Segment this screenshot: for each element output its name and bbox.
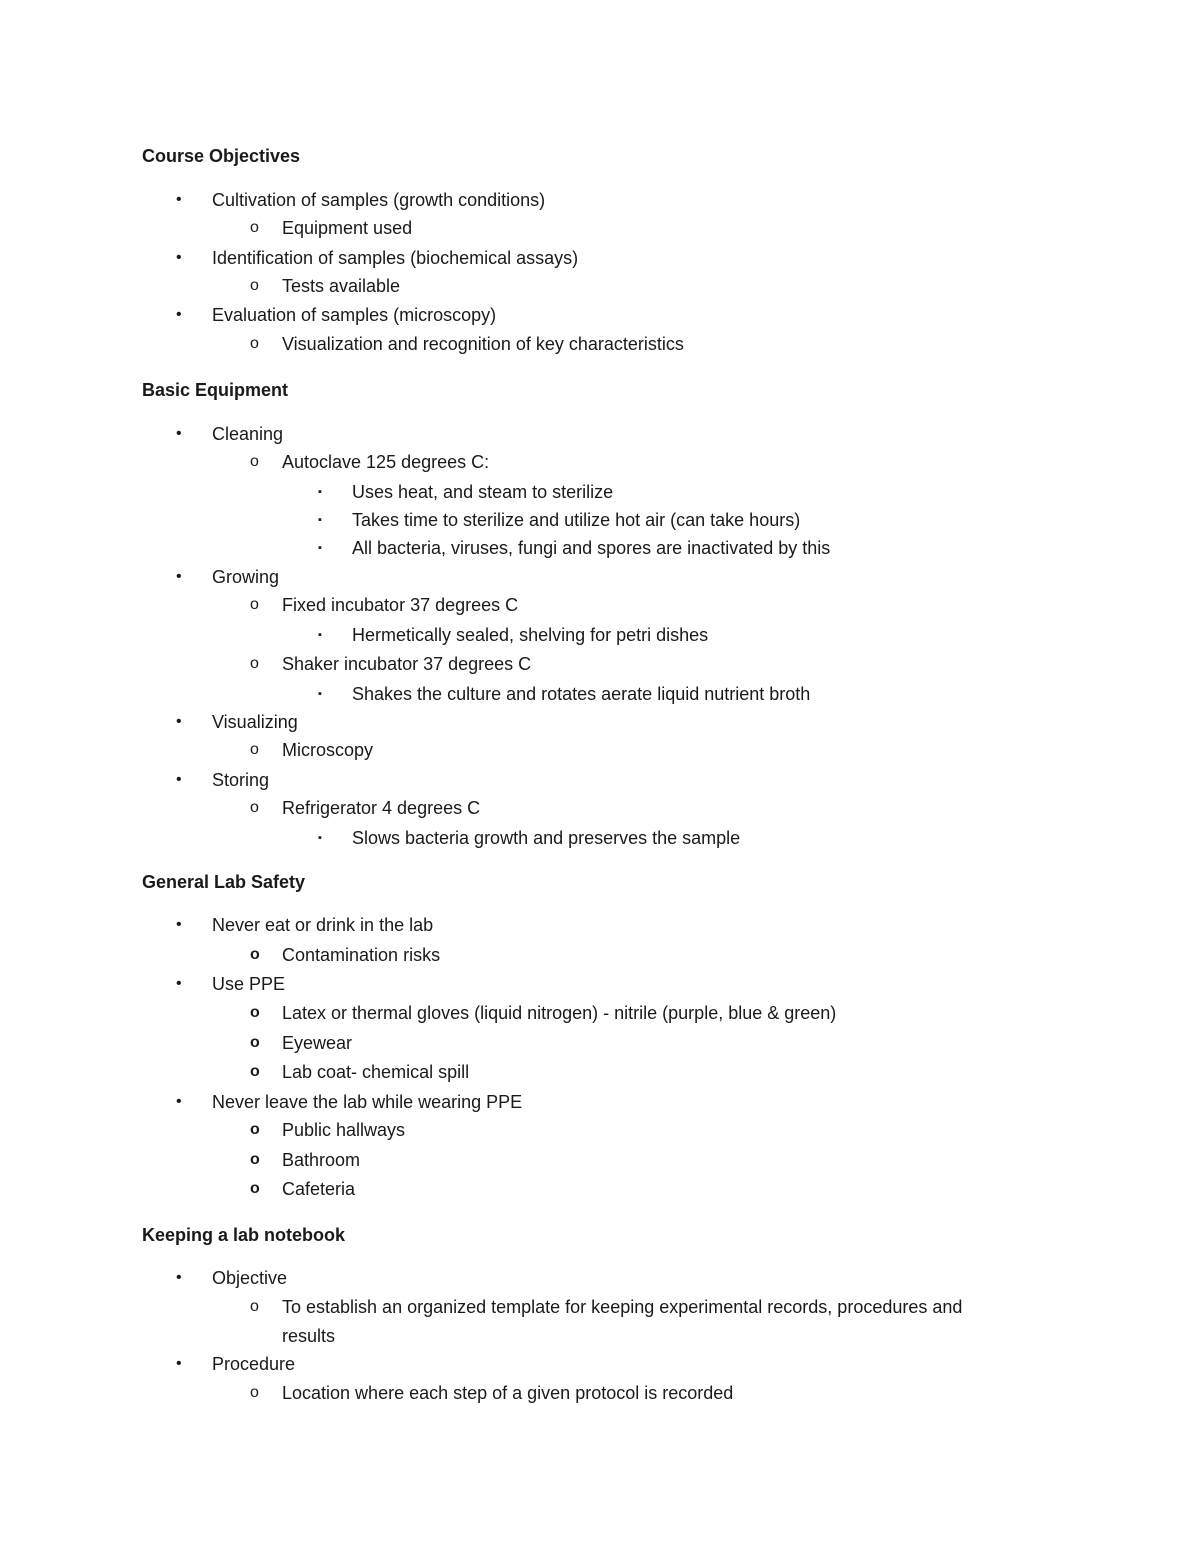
list-item-text: Public hallways xyxy=(282,1120,406,1140)
list-item xyxy=(176,566,280,588)
list-item xyxy=(250,1119,406,1141)
list-item-text: Bathroom xyxy=(282,1150,361,1170)
list-item-text: Fixed incubator 37 degrees C xyxy=(282,595,519,615)
square-bullet-icon: ▪ xyxy=(318,514,322,526)
list-item xyxy=(318,537,831,559)
list-item xyxy=(176,973,286,995)
list-item xyxy=(250,333,684,355)
list-item xyxy=(250,217,413,239)
list-item-text: Evaluation of samples (microscopy) xyxy=(212,305,497,325)
hollow-bullet-icon: o xyxy=(250,219,259,236)
list-item xyxy=(250,1032,353,1054)
list-item-text: Growing xyxy=(212,567,280,587)
heading-course-objectives: Course Objectives xyxy=(142,146,301,166)
list-item-text: To establish an organized template for keeping experimental records, procedures and xyxy=(282,1297,963,1317)
list-item-text: Takes time to sterilize and utilize hot air (can take hours) xyxy=(352,510,801,530)
list-item xyxy=(176,304,497,326)
list-item-text: Hermetically sealed, shelving for petri dishes xyxy=(352,625,709,645)
list-item xyxy=(176,914,434,936)
list-item xyxy=(250,1002,837,1024)
hollow-bullet-icon: o xyxy=(250,1063,260,1080)
list-item xyxy=(318,683,811,705)
list-item-text: Microscopy xyxy=(282,740,374,760)
hollow-bullet-icon: o xyxy=(250,946,260,963)
list-item xyxy=(250,1061,470,1083)
hollow-bullet-icon: o xyxy=(250,1121,260,1138)
list-item xyxy=(250,594,519,616)
list-item xyxy=(176,769,270,791)
list-item-text: Procedure xyxy=(212,1354,296,1374)
bullet-icon: • xyxy=(176,1355,182,1372)
list-item-text: Never eat or drink in the lab xyxy=(212,915,434,935)
list-item-text: Eyewear xyxy=(282,1033,353,1053)
bullet-icon: • xyxy=(176,191,182,208)
list-item xyxy=(250,739,374,761)
list-item xyxy=(176,1091,523,1113)
bullet-icon: • xyxy=(176,771,182,788)
hollow-bullet-icon: o xyxy=(250,335,259,352)
heading-general-lab-safety: General Lab Safety xyxy=(142,872,306,892)
list-item xyxy=(250,944,441,966)
list-item-text: Uses heat, and steam to sterilize xyxy=(352,482,614,502)
hollow-bullet-icon: o xyxy=(250,1151,260,1168)
list-item xyxy=(250,275,401,297)
list-item-text: Shakes the culture and rotates aerate liquid nutrient broth xyxy=(352,684,811,704)
bullet-icon: • xyxy=(176,306,182,323)
hollow-bullet-icon: o xyxy=(250,1180,260,1197)
list-item-text: Objective xyxy=(212,1268,288,1288)
list-item xyxy=(318,509,801,531)
list-item xyxy=(176,423,284,445)
hollow-bullet-icon: o xyxy=(250,1004,260,1021)
list-item-continuation xyxy=(282,1325,335,1347)
bullet-icon: • xyxy=(176,975,182,992)
list-item-text: Contamination risks xyxy=(282,945,441,965)
list-item xyxy=(250,1149,361,1171)
hollow-bullet-icon: o xyxy=(250,655,259,672)
heading-basic-equipment: Basic Equipment xyxy=(142,380,289,400)
bullet-icon: • xyxy=(176,916,182,933)
list-item-text: Location where each step of a given protocol is recorded xyxy=(282,1383,734,1403)
hollow-bullet-icon: o xyxy=(250,596,259,613)
list-item-text: All bacteria, viruses, fungi and spores are inactivated by this xyxy=(352,538,831,558)
hollow-bullet-icon: o xyxy=(250,1298,259,1315)
list-item xyxy=(176,189,546,211)
list-item xyxy=(176,247,579,269)
list-item xyxy=(176,1353,296,1375)
hollow-bullet-icon: o xyxy=(250,277,259,294)
list-item xyxy=(250,1178,356,1200)
hollow-bullet-icon: o xyxy=(250,741,259,758)
list-item xyxy=(318,481,614,503)
hollow-bullet-icon: o xyxy=(250,799,259,816)
list-item xyxy=(318,624,709,646)
square-bullet-icon: ▪ xyxy=(318,832,322,844)
list-item xyxy=(250,653,532,675)
list-item-text: Shaker incubator 37 degrees C xyxy=(282,654,532,674)
list-item-text: Visualizing xyxy=(212,712,298,732)
list-item-text: Tests available xyxy=(282,276,401,296)
list-item-text: Cafeteria xyxy=(282,1179,356,1199)
list-item-text: Never leave the lab while wearing PPE xyxy=(212,1092,523,1112)
bullet-icon: • xyxy=(176,713,182,730)
square-bullet-icon: ▪ xyxy=(318,629,322,641)
list-item-text: Cultivation of samples (growth conditions) xyxy=(212,190,546,210)
list-item-text: Storing xyxy=(212,770,270,790)
list-item xyxy=(318,827,741,849)
list-item-text: Lab coat- chemical spill xyxy=(282,1062,470,1082)
list-item xyxy=(250,1382,734,1404)
list-item-text: Latex or thermal gloves (liquid nitrogen) - nitrile (purple, blue & green) xyxy=(282,1003,837,1023)
list-item xyxy=(250,451,490,473)
list-item xyxy=(250,1296,963,1318)
square-bullet-icon: ▪ xyxy=(318,688,322,700)
list-item-text: Equipment used xyxy=(282,218,413,238)
list-item xyxy=(176,1267,288,1289)
heading-keeping-a-lab-notebook: Keeping a lab notebook xyxy=(142,1225,346,1245)
list-item-text: Use PPE xyxy=(212,974,286,994)
hollow-bullet-icon: o xyxy=(250,1384,259,1401)
list-item-text: Cleaning xyxy=(212,424,284,444)
hollow-bullet-icon: o xyxy=(250,1034,260,1051)
bullet-icon: • xyxy=(176,1093,182,1110)
bullet-icon: • xyxy=(176,1269,182,1286)
list-item-text: Autoclave 125 degrees C: xyxy=(282,452,490,472)
list-item-text: results xyxy=(282,1326,336,1346)
hollow-bullet-icon: o xyxy=(250,453,259,470)
list-item-text: Slows bacteria growth and preserves the sample xyxy=(352,828,741,848)
square-bullet-icon: ▪ xyxy=(318,542,322,554)
list-item-text: Visualization and recognition of key characteristics xyxy=(282,334,684,354)
list-item-text: Refrigerator 4 degrees C xyxy=(282,798,481,818)
square-bullet-icon: ▪ xyxy=(318,486,322,498)
bullet-icon: • xyxy=(176,425,182,442)
list-item-text: Identification of samples (biochemical assays) xyxy=(212,248,579,268)
bullet-icon: • xyxy=(176,568,182,585)
list-item xyxy=(250,797,481,819)
list-item xyxy=(176,711,298,733)
bullet-icon: • xyxy=(176,249,182,266)
